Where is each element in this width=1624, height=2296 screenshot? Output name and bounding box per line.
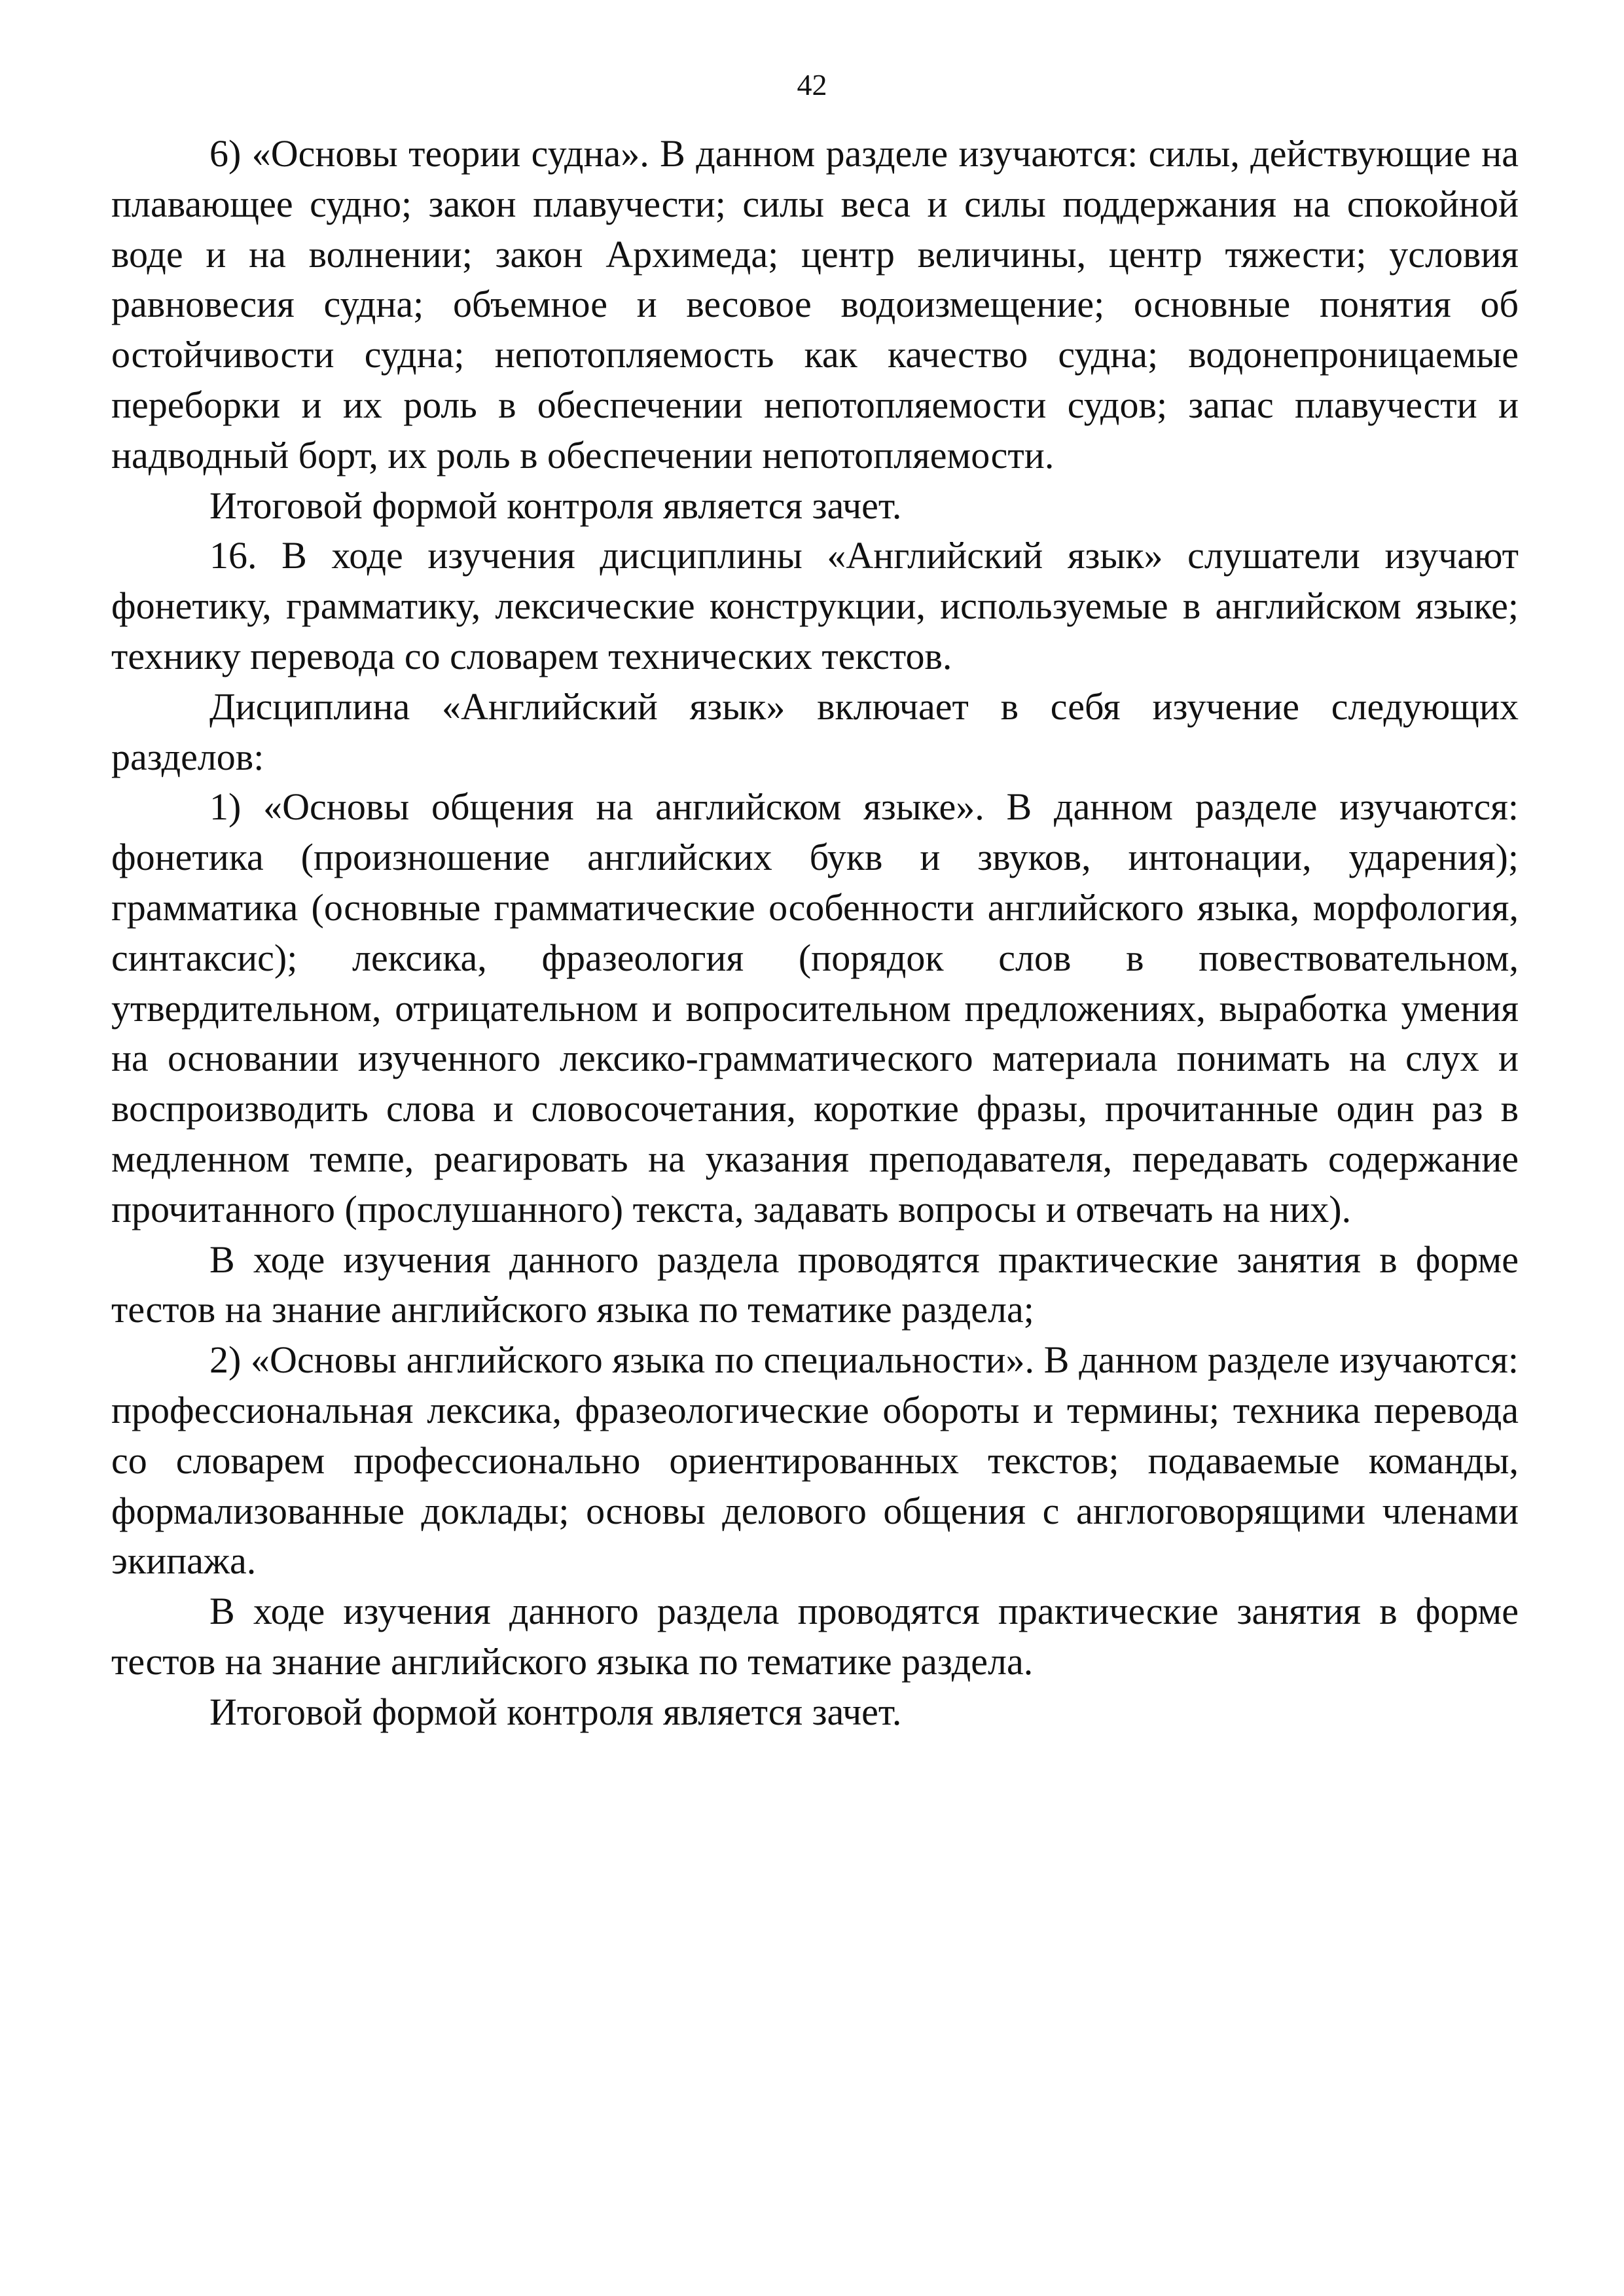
paragraph-section-1: 1) «Основы общения на английском языке». В данном разделе изучаются: фонетика (произношение английских букв и звуков, интонации, ударения); грамматика (основные грамматические особенности английского языка, морфология, синтаксис); лексика, фразеология (порядок слов в повествовательном, утвердительном, отрицательном и вопросительном предложениях, выработка умения на основании изученного лексико-грамматического материала понимать на слух и воспроизводить слова и словосочетания, короткие фразы, прочитанные один раз в медленном темпе, реагировать на указания преподавателя, передавать содержание прочитанного (прослушанного) текста, задавать вопросы и отвечать на них).	[111, 785, 1519, 1230]
paragraph-section-1-practice: В ходе изучения данного раздела проводятся практические занятия в форме тестов на знание английского языка по тематике раздела;	[111, 1238, 1519, 1331]
paragraph-control-form-1: Итоговой формой контроля является зачет.	[209, 484, 902, 527]
paragraph-section-2-practice: В ходе изучения данного раздела проводятся практические занятия в форме тестов на знание английского языка по тематике раздела.	[111, 1590, 1519, 1683]
paragraph-ship-theory: 6) «Основы теории судна». В данном разделе изучаются: силы, действующие на плавающее судно; закон плавучести; силы веса и силы поддержания на спокойной воде и на волнении; закон Архимеда; центр величины, центр тяжести; условия равновесия судна; объемное и весовое водоизмещение; основные понятия об остойчивости судна; непотопляемость как качество судна; водонепроницаемые переборки и их роль в обеспечении непотопляемости судов; запас плавучести и надводный борт, их роль в обеспечении непотопляемости.	[111, 132, 1519, 476]
paragraph-english-sections-intro: Дисциплина «Английский язык» включает в себя изучение следующих разделов:	[111, 685, 1519, 778]
paragraph-control-form-2: Итоговой формой контроля является зачет.	[209, 1690, 902, 1733]
body-text	[111, 129, 1519, 1738]
paragraph-english-discipline: 16. В ходе изучения дисциплины «Английский язык» слушатели изучают фонетику, грамматику, лексические конструкции, используемые в английском языке; технику перевода со словарем технических текстов.	[111, 534, 1519, 677]
paragraph-section-2: 2) «Основы английского языка по специальности». В данном разделе изучаются: профессиональная лексика, фразеологические обороты и термины; техника перевода со словарем профессионально ориентированных текстов; подаваемые команды, формализованные доклады; основы делового общения с англоговорящими членами экипажа.	[111, 1338, 1519, 1583]
page-number: 42	[797, 68, 827, 101]
